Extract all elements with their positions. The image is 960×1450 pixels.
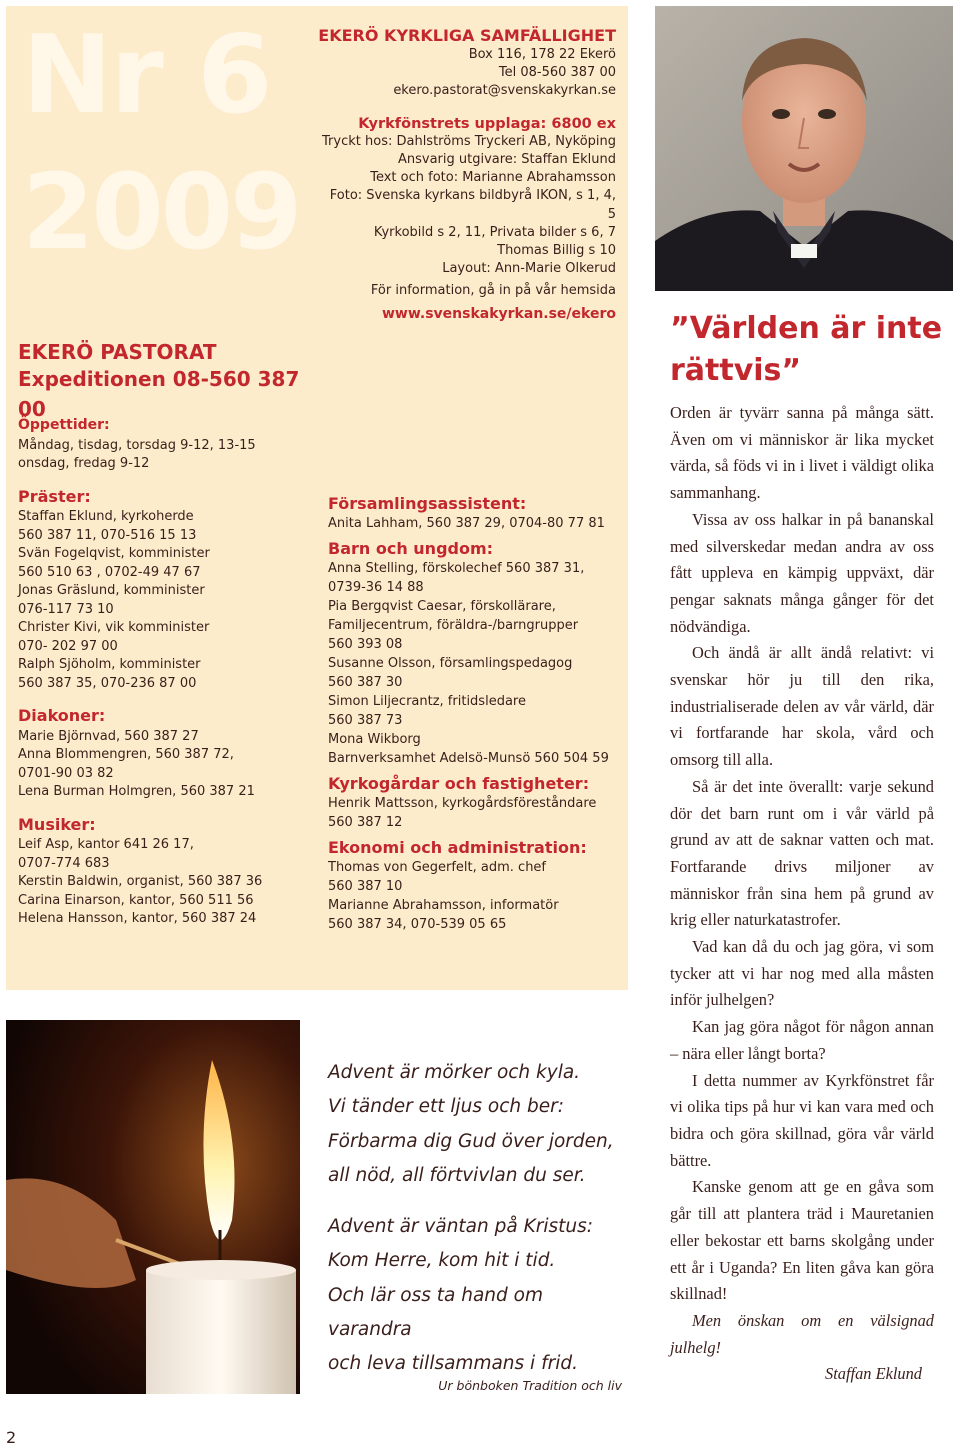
credit-line: Tryckt hos: Dahlströms Tryckeri AB, Nyköping: [322, 133, 616, 149]
page-number: 2: [6, 1428, 17, 1447]
contact-line: Anna Blommengren, 560 387 72,: [18, 747, 234, 762]
section-heading: Församlingsassistent:: [328, 494, 527, 513]
contact-line: 0739-36 14 88: [328, 580, 424, 595]
contact-line: 0707-774 683: [18, 855, 110, 871]
credit-line: För information, gå in på vår hemsida: [370, 283, 616, 299]
credit-line: Ansvarig utgivare: Staffan Eklund: [397, 152, 616, 168]
pastorat-header: [18, 340, 318, 424]
article-body: [670, 400, 934, 1388]
poem-line: och leva tillsammans i frid.: [328, 1353, 578, 1375]
signature: Staffan Eklund: [825, 1364, 922, 1384]
advent-poem: [328, 1056, 628, 1382]
section-heading: Kyrkogårdar och fastigheter:: [328, 774, 590, 793]
contact-line: Svän Fogelqvist, komminister: [18, 546, 210, 561]
pastorat-title: EKERÖ PASTORAT: [18, 340, 217, 364]
contact-line: 560 387 10: [328, 879, 403, 894]
opening-hours-line: Måndag, tisdag, torsdag 9-12, 13-15: [18, 437, 256, 453]
author-portrait: [655, 6, 953, 291]
opening-hours-line: onsdag, fredag 9-12: [18, 456, 150, 471]
article-paragraph: I detta nummer av Kyrkfönstret får vi olika tips på hur vi kan vara med och bidra och göra skillnad, göra vår värld bättre.: [670, 1070, 934, 1170]
candle-photo: [6, 1020, 300, 1394]
contact-line: Pia Bergqvist Caesar, förskollärare,: [328, 599, 556, 614]
contact-line: Anita Lahham, 560 387 29, 0704-80 77 81: [328, 516, 605, 531]
article-headline: ”Världen är inte rättvis”: [670, 311, 943, 388]
article-paragraph: Vissa av oss halkar in på bananskal med silverskedar medan andra av oss fått uppleva en kämpig uppväxt, där pengar saknats många gånger för det nödvändiga.: [670, 509, 934, 636]
poem-line: Förbarma dig Gud över jorden,: [328, 1130, 614, 1152]
contact-line: Anna Stelling, förskolechef 560 387 31,: [328, 561, 585, 576]
contact-line: Familjecentrum, föräldra-/barngrupper: [328, 618, 579, 633]
org-name: EKERÖ KYRKLIGA SAMFÄLLIGHET: [318, 26, 616, 45]
poem-line: Advent är mörker och kyla.: [328, 1062, 581, 1083]
contact-line: 0701-90 03 82: [18, 765, 114, 781]
contact-line: Susanne Olsson, församlingspedagog: [328, 656, 573, 671]
issue-number: Nr 6: [22, 13, 271, 138]
contact-line: 560 387 35, 070-236 87 00: [18, 675, 197, 691]
closing-wish: Men önskan om en välsignad julhelg!: [670, 1310, 934, 1357]
contact-line: Thomas von Gegerfelt, adm. chef: [328, 860, 547, 875]
contact-line: Christer Kivi, vik komminister: [18, 620, 210, 635]
contact-line: 070- 202 97 00: [18, 638, 118, 654]
contact-line: Simon Liljecrantz, fritidsledare: [328, 694, 526, 709]
contact-line: Mona Wikborg: [328, 732, 421, 747]
contact-line: 560 387 30: [328, 675, 403, 690]
contact-line: Lena Burman Holmgren, 560 387 21: [18, 784, 255, 799]
credit-line: Foto: Svenska kyrkans bildbyrå IKON, s 1, 4, 5: [329, 188, 616, 222]
contact-line: Kerstin Baldwin, organist, 560 387 36: [18, 874, 263, 889]
article-paragraph: Och ändå är allt ändå relativt: vi svenskar hör ju till den rika, industrialiserade delen av vår värld, där vi fortfarande har skola, vård och omsorg till alla.: [670, 643, 934, 770]
website-link[interactable]: www.svenskakyrkan.se/ekero: [381, 305, 616, 322]
poem-line: Advent är väntan på Kristus:: [328, 1216, 593, 1238]
poem-line: Vi tänder ett ljus och ber:: [328, 1096, 564, 1118]
contact-line: Carina Einarson, kantor, 560 511 56: [18, 892, 254, 908]
imprint: [318, 26, 616, 323]
contact-line: Helena Hansson, kantor, 560 387 24: [18, 911, 257, 926]
section-heading: Musiker:: [18, 814, 96, 834]
contact-line: 560 387 34, 070-539 05 65: [328, 917, 507, 932]
address-line: Tel 08-560 387 00: [498, 65, 616, 81]
opening-hours-heading: Öppettider:: [18, 417, 110, 433]
poem-line: Kom Herre, kom hit i tid.: [328, 1250, 556, 1272]
email-address: ekero.pastorat@svenskakyrkan.se: [393, 83, 616, 99]
contact-line: Henrik Mattsson, kyrkogårdsföreståndare: [328, 796, 597, 811]
article-paragraph: Kan jag göra något för någon annan – nära eller långt borta?: [670, 1017, 934, 1063]
staff-directory-middle: [328, 494, 624, 934]
address-line: Box 116, 178 22 Ekerö: [468, 47, 616, 62]
credit-line: Kyrkobild s 2, 11, Privata bilder s 6, 7: [373, 224, 616, 240]
contact-line: 560 387 11, 070-516 15 13: [18, 527, 197, 543]
contact-line: Barnverksamhet Adelsö-Munsö 560 504 59: [328, 751, 609, 766]
contact-line: Marie Björnvad, 560 387 27: [18, 728, 199, 744]
contact-line: Leif Asp, kantor 641 26 17,: [18, 837, 194, 852]
article-paragraph: Vad kan då du och jag göra, vi som tycker att vi har nog med alla måsten inför julhelgen?: [670, 937, 934, 1010]
section-heading: Diakoner:: [18, 706, 106, 725]
staff-directory-left: [18, 416, 318, 929]
issue-year: 2009: [22, 151, 300, 273]
credit-line: Thomas Billig s 10: [497, 243, 616, 259]
contact-line: Ralph Sjöholm, komminister: [18, 657, 201, 672]
poem-source: Ur bönboken Tradition och liv: [438, 1378, 622, 1393]
contact-line: Marianne Abrahamsson, informatör: [328, 898, 559, 913]
contact-line: 560 510 63 , 0702-49 47 67: [18, 564, 201, 580]
section-heading: Ekonomi och administration:: [328, 838, 587, 857]
section-heading: Barn och ungdom:: [328, 539, 494, 558]
expedition-phone: Expeditionen 08-560 387 00: [18, 367, 300, 421]
poem-line: all nöd, all förtvivlan du ser.: [328, 1164, 586, 1186]
article-paragraph: Orden är tyvärr sanna på många sätt. Även om vi människor är lika mycket värda, så föds vi in i livet i väldigt olika sammanhang.: [670, 403, 934, 503]
print-run: Kyrkfönstrets upplaga: 6800 ex: [358, 115, 616, 132]
contact-line: Jonas Gräslund, komminister: [18, 583, 205, 598]
article-paragraph: Kanske genom att ge en gåva som går till att plantera träd i Mauretanien eller bekostar ett barns skolgång under ett år i Uganda? En liten gåva kan göra skillnad!: [670, 1177, 934, 1304]
credit-line: Text och foto: Marianne Abrahamsson: [370, 170, 616, 186]
contact-line: 560 393 08: [328, 637, 403, 652]
contact-line: 076-117 73 10: [18, 601, 114, 617]
credit-line: Layout: Ann-Marie Olkerud: [442, 261, 616, 277]
contact-line: Staffan Eklund, kyrkoherde: [18, 509, 194, 524]
section-heading: Präster:: [18, 486, 91, 506]
article-paragraph: Så är det inte överallt: varje sekund dör det barn runt om i vår värld på grund av att de saknar vatten och mat. Fortfarande drivs miljoner av människor från sina hem på grund av krig eller naturkatastrofer.: [670, 776, 934, 930]
contact-line: 560 387 73: [328, 713, 403, 728]
contact-line: 560 387 12: [328, 815, 403, 830]
poem-line: Och lär oss ta hand om varandra: [328, 1284, 543, 1341]
